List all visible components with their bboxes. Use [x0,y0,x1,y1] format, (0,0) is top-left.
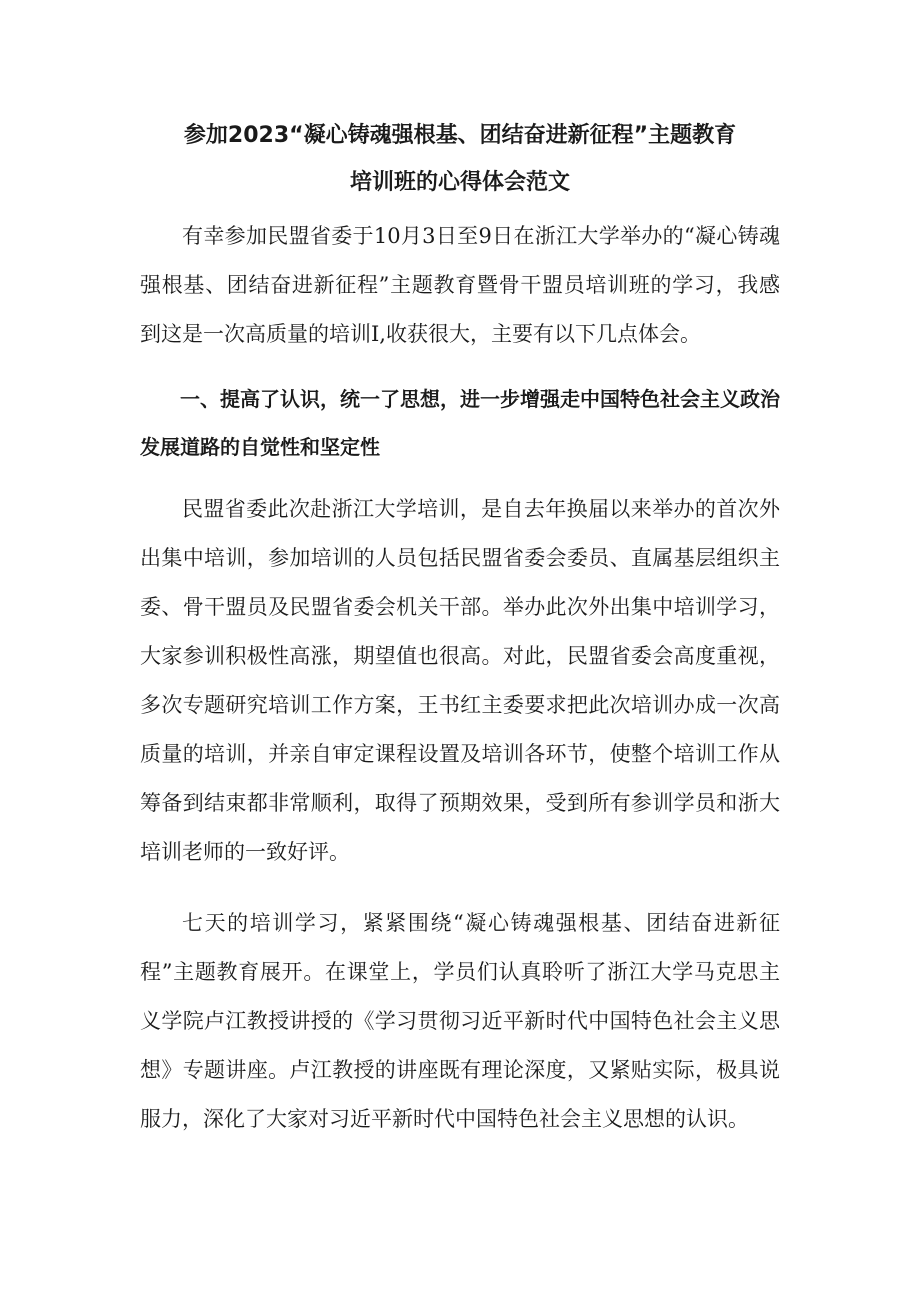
intro-paragraph: 有幸参加民盟省委于10月3日至9日在浙江大学举办的“凝心铸魂强根基、团结奋进新征程”主题教育暨骨干盟员培训班的学习，我感到这是一次高质量的培训I,收获很大，主要有以下几点体会。 [140,224,780,346]
document-title [140,112,780,206]
section-1-paragraph-2: 七天的培训学习，紧紧围绕“凝心铸魂强根基、团结奋进新征程”主题教育展开。在课堂上，学员们认真聆听了浙江大学马克思主义学院卢江教授讲授的《学习贯彻习近平新时代中国特色社会主义思想》专题讲座。卢江教授的讲座既有理论深度，又紧贴实际，极具说服力，深化了大家对习近平新时代中国特色社会主义思想的认识。 [140,911,780,1131]
document-title-line-1: 参加2023“凝心铸魂强根基、团结奋进新征程”主题教育 [183,123,737,148]
section-1-paragraph-1: 民盟省委此次赴浙江大学培训，是自去年换届以来举办的首次外出集中培训，参加培训的人员包括民盟省委会委员、直属基层组织主委、骨干盟员及民盟省委会机关干部。举办此次外出集中培训学习，大家参训积极性高涨，期望值也很高。对此，民盟省委会高度重视，多次专题研究培训工作方案，王书红主委要求把此次培训办成一次高质量的培训，并亲自审定课程设置及培训各环节，使整个培训工作从筹备到结束都非常顺利，取得了预期效果，受到所有参训学员和浙大培训老师的一致好评。 [140,497,780,864]
section-1-heading: 一、提高了认识，统一了思想，进一步增强走中国特色社会主义政治发展道路的自觉性和坚定性 [140,387,780,459]
document-title-line-2: 培训班的心得体会范文 [349,170,570,195]
document-page [140,112,780,1144]
